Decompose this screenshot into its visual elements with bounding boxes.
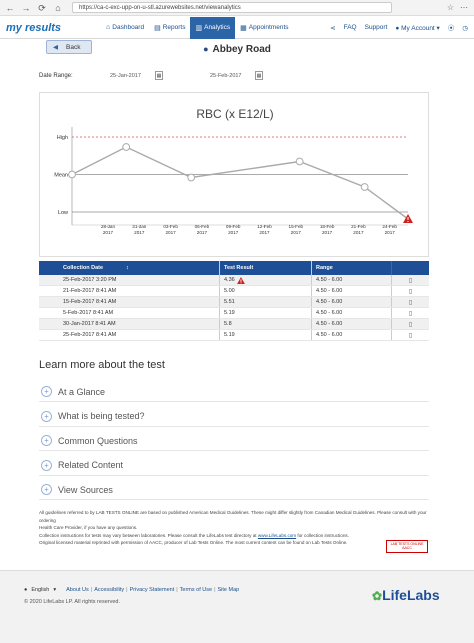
row-range: 4.50 - 6.00 bbox=[311, 297, 391, 307]
x-tick-year: 2017 bbox=[290, 230, 301, 235]
date-range-label: Date Range: bbox=[39, 73, 73, 79]
document-icon[interactable]: ▯ bbox=[391, 297, 429, 307]
document-icon[interactable]: ▯ bbox=[391, 330, 429, 340]
row-date: 21-Feb-2017 8:41 AM bbox=[63, 288, 117, 294]
header-test-result: Test Result bbox=[219, 261, 311, 275]
x-tick-label: 18-Feb bbox=[319, 224, 335, 229]
x-tick-label: 03-Feb bbox=[163, 224, 178, 229]
row-result: 5.8 bbox=[219, 319, 311, 329]
document-icon[interactable]: ▯ bbox=[391, 275, 429, 285]
patient-header bbox=[0, 44, 474, 55]
date-range bbox=[39, 73, 439, 83]
clock-icon[interactable]: ◷ bbox=[462, 24, 468, 32]
x-tick-year: 2017 bbox=[384, 230, 395, 235]
x-tick-label: 21-Feb bbox=[351, 224, 366, 229]
browser-home-icon[interactable]: ⌂ bbox=[55, 2, 61, 13]
faq-link[interactable]: FAQ bbox=[343, 24, 357, 31]
plus-icon: + bbox=[41, 411, 52, 422]
person-icon: ● bbox=[203, 44, 209, 54]
account-icon: ● bbox=[395, 24, 400, 32]
myresults-logo[interactable]: my results bbox=[6, 21, 62, 34]
table-header bbox=[39, 261, 429, 275]
my-account-menu[interactable]: ● My Account ▾ bbox=[395, 24, 440, 32]
flag-mark-bar bbox=[408, 217, 409, 220]
favorites-star-icon[interactable]: ☆ bbox=[446, 3, 454, 12]
home-icon: ⌂ bbox=[106, 24, 111, 31]
footer-accessibility[interactable]: Accessibility bbox=[94, 587, 125, 593]
row-result: 5.51 bbox=[219, 297, 311, 307]
disclaimer: All guidelines referred to by LAB TESTS ONLINE are based on published American Medical Guidelines. These might differ slightly from Canadian Medical Guidelines. Please consult with your ordering Health Care Provider, if you have any questions. Collection instructions for tests may vary between laboratories. Please consult the LifeLabs test directory at www.LifeLabs.com for collection instructions. Original licensed material reprinted with permission of AACC, producer of Lab Tests Online. The most current content can be found on Lab Tests Online. bbox=[39, 510, 427, 546]
data-point bbox=[361, 184, 368, 191]
row-date: 5-Feb-2017 8:41 AM bbox=[63, 310, 114, 316]
plus-icon: + bbox=[41, 386, 52, 397]
data-point bbox=[296, 158, 303, 165]
leaf-icon: ✿ bbox=[372, 589, 383, 603]
rbc-chart-panel bbox=[39, 92, 429, 257]
document-icon: ▤ bbox=[154, 24, 161, 32]
high-label: High bbox=[56, 135, 68, 141]
learn-more-title: Learn more about the test bbox=[39, 359, 165, 371]
row-date: 15-Feb-2017 8:41 AM bbox=[63, 299, 117, 305]
back-button[interactable]: ◀ Back bbox=[46, 40, 92, 54]
plus-icon: + bbox=[41, 484, 52, 495]
browser-menu-icon[interactable]: ⋯ bbox=[460, 3, 468, 12]
table-row bbox=[39, 330, 429, 341]
low-label: Low bbox=[57, 210, 68, 216]
footer-privacy[interactable]: Privacy Statement bbox=[129, 587, 175, 593]
globe-icon: ● bbox=[24, 587, 28, 593]
row-range: 4.50 - 6.00 bbox=[311, 308, 391, 318]
row-range: 4.50 - 6.00 bbox=[311, 330, 391, 340]
location-icon[interactable]: ⦿ bbox=[447, 25, 455, 32]
results-table bbox=[39, 261, 429, 341]
x-tick-label: 09-Feb bbox=[225, 224, 241, 229]
calendar-from-icon[interactable]: ▦ bbox=[156, 73, 162, 79]
table-row bbox=[39, 319, 429, 330]
x-tick-year: 2017 bbox=[259, 230, 270, 235]
language-select[interactable]: ● English ▾ bbox=[24, 587, 57, 593]
footer-about-us[interactable]: About Us bbox=[66, 587, 89, 593]
back-arrow-icon: ◀ bbox=[53, 44, 58, 51]
lifelabs-directory-link[interactable]: www.LifeLabs.com bbox=[257, 532, 297, 538]
header-collection-date[interactable]: Collection Date ↕ bbox=[63, 265, 129, 271]
x-tick-year: 2017 bbox=[102, 230, 114, 235]
footer-terms[interactable]: Terms of Use bbox=[179, 587, 213, 593]
row-range: 4.50 - 6.00 bbox=[311, 319, 391, 329]
chart-title: RBC (x E12/L) bbox=[196, 107, 274, 121]
x-tick-year: 2017 bbox=[321, 230, 333, 235]
table-row bbox=[39, 308, 429, 319]
data-point bbox=[188, 174, 195, 181]
x-tick-label: 28-Jan bbox=[100, 224, 116, 229]
row-result: 5.00 bbox=[219, 286, 311, 296]
share-icon[interactable]: ⋖ bbox=[330, 24, 336, 32]
row-result: 5.19 bbox=[219, 330, 311, 340]
footer-sitemap[interactable]: Site Map bbox=[217, 587, 240, 593]
x-tick-label: 12-Feb bbox=[257, 224, 272, 229]
lab-tests-online-badge[interactable]: LAB TESTS ONLINE AACC bbox=[386, 540, 428, 553]
row-date: 25-Feb-2017 8:41 AM bbox=[63, 332, 117, 338]
calendar-icon: ▦ bbox=[240, 24, 247, 32]
chart-icon: ▥ bbox=[195, 24, 203, 32]
rbc-chart bbox=[40, 93, 430, 258]
lifelabs-logo[interactable]: ✿LifeLabs bbox=[372, 587, 440, 603]
chevron-down-icon: ▾ bbox=[53, 587, 57, 593]
date-from-input[interactable]: 25-Jan-2017 bbox=[110, 73, 141, 79]
plus-icon: + bbox=[41, 435, 52, 446]
mean-label: Mean bbox=[54, 172, 68, 179]
header-range: Range bbox=[311, 261, 391, 275]
row-date: 25-Feb-2017 3:20 PM bbox=[63, 277, 117, 283]
date-to-input[interactable]: 25-Feb-2017 bbox=[210, 73, 242, 79]
sort-icon[interactable]: ↕ bbox=[125, 265, 129, 271]
document-icon[interactable]: ▯ bbox=[391, 319, 429, 329]
tab-reports[interactable]: ▤ Reports bbox=[154, 24, 186, 32]
accordion-item[interactable]: + At a Glance bbox=[39, 382, 429, 402]
browser-forward-icon[interactable]: → bbox=[21, 2, 31, 13]
x-tick-year: 2017 bbox=[134, 230, 145, 235]
x-tick-year: 2017 bbox=[228, 230, 239, 235]
x-tick-label: 24-Feb bbox=[382, 224, 397, 229]
series-line bbox=[72, 147, 408, 219]
flag-mark-dot bbox=[408, 221, 409, 222]
main-nav bbox=[0, 17, 474, 39]
x-tick-year: 2017 bbox=[165, 230, 176, 235]
x-tick-label: 15-Feb bbox=[288, 224, 304, 229]
address-bar[interactable]: https://ca-c-exc-upp-on-u-stl.azurewebsites.net/viewanalytics bbox=[72, 2, 392, 13]
table-row bbox=[39, 297, 429, 308]
accordion-item[interactable]: + View Sources bbox=[39, 480, 429, 500]
browser-refresh-icon[interactable]: ⟳ bbox=[38, 2, 46, 13]
document-icon[interactable]: ▯ bbox=[391, 286, 429, 296]
x-tick-year: 2017 bbox=[353, 230, 364, 235]
browser-back-icon[interactable]: ← bbox=[5, 2, 15, 13]
document-icon[interactable]: ▯ bbox=[391, 308, 429, 318]
calendar-to-icon[interactable]: ▦ bbox=[256, 73, 262, 79]
plus-icon: + bbox=[41, 460, 52, 471]
row-result: 4.36 bbox=[219, 275, 311, 285]
warning-icon bbox=[237, 277, 245, 284]
tab-analytics[interactable]: ▥ Analytics bbox=[190, 17, 235, 39]
data-point bbox=[69, 171, 76, 178]
accordion-item[interactable]: + What is being tested? bbox=[39, 407, 429, 427]
x-tick-year: 2017 bbox=[196, 230, 208, 235]
data-point bbox=[123, 144, 130, 151]
accordion-item[interactable]: + Related Content bbox=[39, 456, 429, 476]
table-row bbox=[39, 275, 429, 286]
row-result: 5.19 bbox=[219, 308, 311, 318]
row-range: 4.50 - 6.00 bbox=[311, 275, 391, 285]
row-range: 4.50 - 6.00 bbox=[311, 286, 391, 296]
header-actions bbox=[391, 261, 429, 275]
x-tick-label: 31-Jan bbox=[132, 224, 147, 229]
support-link[interactable]: Support bbox=[364, 24, 388, 31]
table-row bbox=[39, 286, 429, 297]
accordion-item[interactable]: + Common Questions bbox=[39, 431, 429, 451]
footer: ● English ▾ About Us | Accessibility | Privacy Statement | Terms of Use | Site Map © 2020 LifeLabs LP. All rights reserved. ✿LifeLabs bbox=[0, 570, 474, 643]
row-date: 30-Jan-2017 8:41 AM bbox=[63, 321, 116, 327]
browser-toolbar bbox=[0, 0, 474, 16]
x-tick-label: 06-Feb bbox=[194, 224, 210, 229]
patient-name: Abbey Road bbox=[212, 44, 271, 55]
copyright: © 2020 LifeLabs LP. All rights reserved. bbox=[24, 599, 120, 605]
tab-dashboard[interactable]: ⌂ Dashboard bbox=[106, 24, 145, 31]
tab-appointments[interactable]: ▦ Appointments bbox=[240, 24, 289, 32]
